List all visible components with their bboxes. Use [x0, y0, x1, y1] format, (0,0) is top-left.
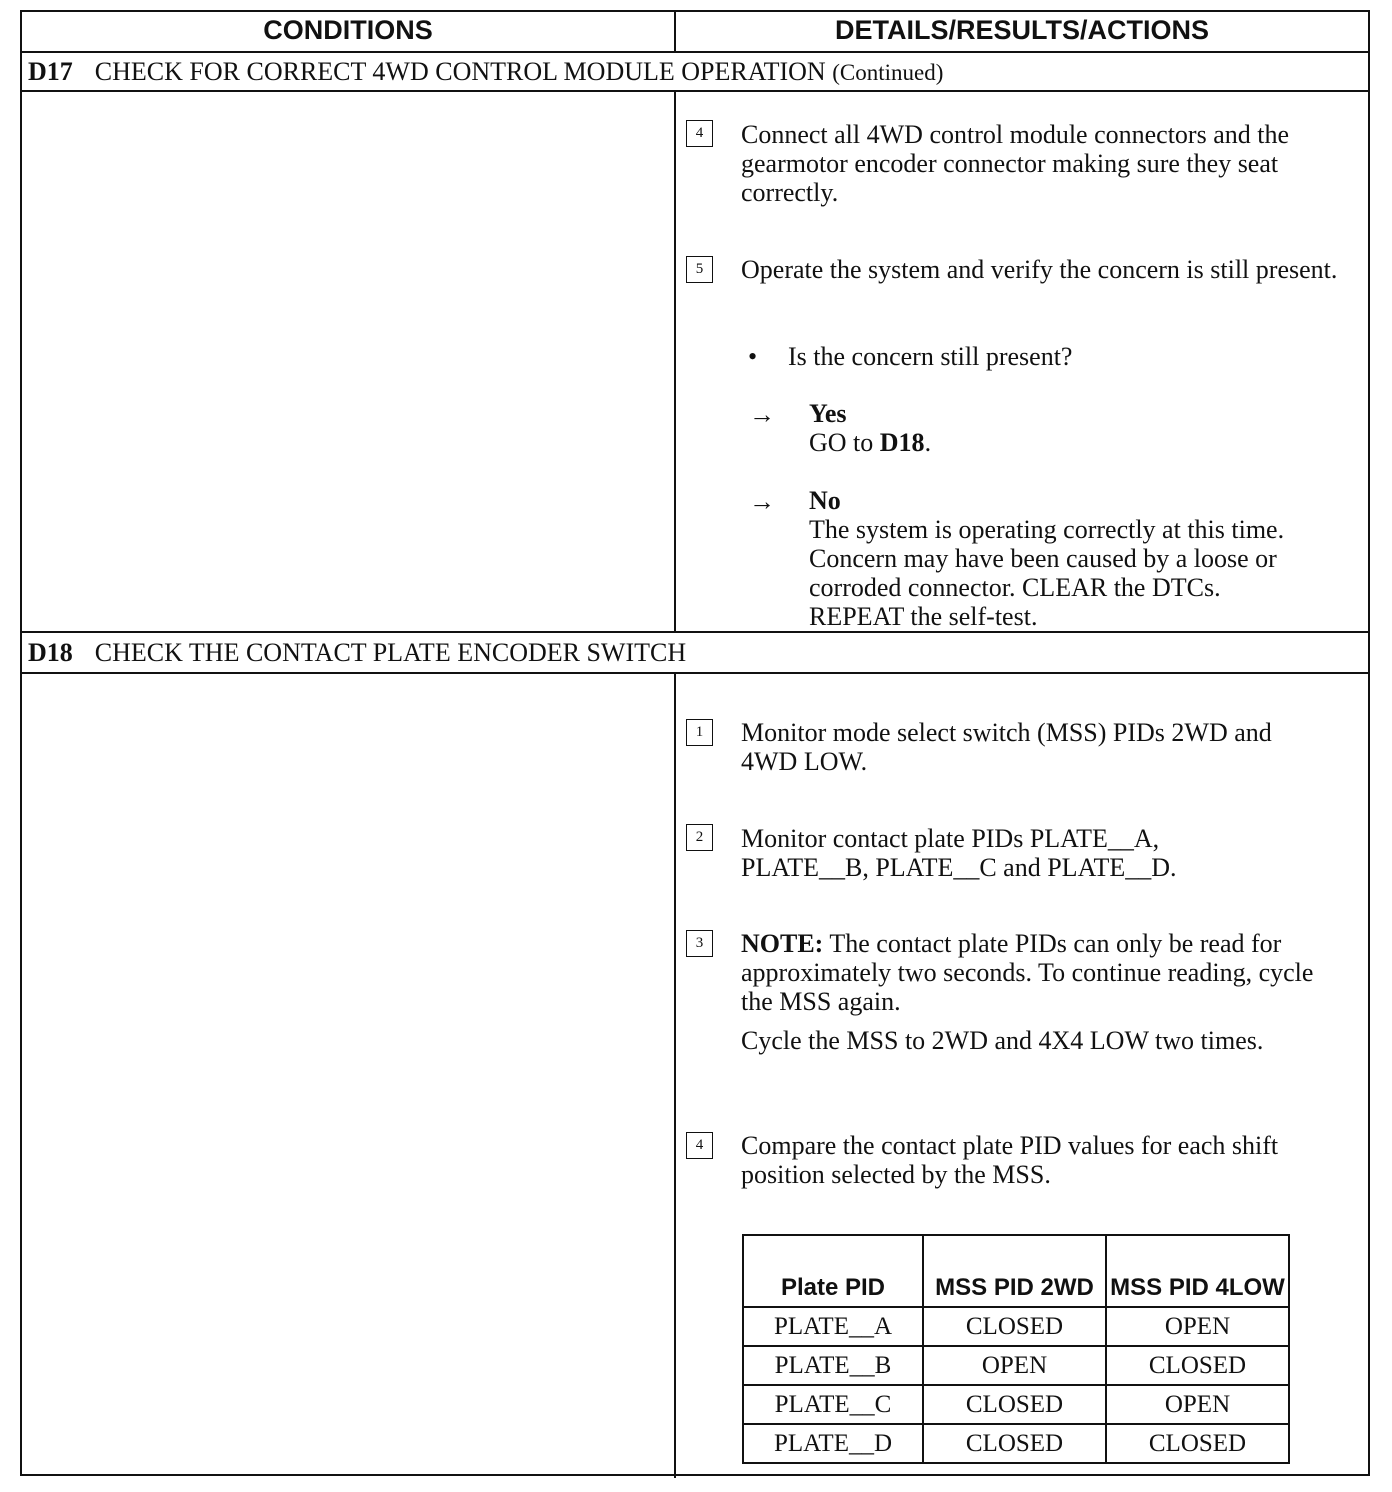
- d18-step-number: 1: [686, 719, 713, 746]
- table-row: [743, 1346, 1289, 1385]
- table-row: [743, 1424, 1289, 1463]
- details-header: DETAILS/RESULTS/ACTIONS: [834, 15, 1209, 45]
- d18-title-divider: [22, 672, 1368, 674]
- d18-section-title: [28, 638, 686, 668]
- table-header-row: [743, 1235, 1289, 1307]
- plate-pid-table: [742, 1234, 1290, 1464]
- d18-code: D18: [28, 638, 73, 667]
- d17-title: CHECK FOR CORRECT 4WD CONTROL MODULE OPERATION: [94, 57, 826, 86]
- d18-step-text: Compare the contact plate PID values for each shift position selected by the MSS.: [741, 1131, 1279, 1189]
- yes-label: Yes: [809, 399, 847, 428]
- header-divider: [22, 51, 1368, 53]
- yes-choice: [809, 399, 1354, 457]
- table-header: Plate PID: [743, 1235, 923, 1307]
- table-cell: PLATE__D: [743, 1424, 923, 1463]
- d18-top-divider: [22, 631, 1368, 633]
- d17-title-divider: [22, 90, 1368, 92]
- table-cell: CLOSED: [1106, 1424, 1289, 1463]
- d17-section-title: [28, 57, 943, 87]
- note-text: The contact plate PIDs can only be read for approximately two seconds. To continue reading, cycle the MSS again.: [741, 929, 1314, 1016]
- goto-d18-link: D18: [879, 428, 925, 457]
- question-bullet: •: [748, 342, 758, 371]
- column-divider-d17: [674, 90, 676, 633]
- table-cell: OPEN: [1106, 1307, 1289, 1346]
- question-text: Is the concern still present?: [788, 342, 1073, 371]
- d18-step-text: Cycle the MSS to 2WD and 4X4 LOW two times.: [741, 1026, 1264, 1055]
- d17-step-number: 5: [686, 256, 713, 283]
- d17-step-text: Operate the system and verify the concern is still present.: [741, 255, 1338, 284]
- d18-note: [741, 929, 1351, 1016]
- note-label: NOTE:: [741, 929, 824, 958]
- table-cell: PLATE__B: [743, 1346, 923, 1385]
- d17-code: D17: [28, 57, 73, 86]
- d18-step-number: 4: [686, 1132, 713, 1159]
- table-cell: OPEN: [923, 1346, 1106, 1385]
- table-cell: CLOSED: [923, 1424, 1106, 1463]
- d17-step-number: 4: [686, 120, 713, 147]
- table-cell: OPEN: [1106, 1385, 1289, 1424]
- table-cell: CLOSED: [923, 1385, 1106, 1424]
- table-header: MSS PID 4LOW: [1106, 1235, 1289, 1307]
- no-choice: [809, 486, 1354, 631]
- column-divider-d18: [674, 672, 676, 1478]
- d18-step-number: 3: [686, 930, 713, 957]
- table-row: [743, 1385, 1289, 1424]
- yes-action: GO to D18.: [809, 428, 932, 457]
- no-arrow-icon: →: [749, 487, 775, 516]
- table-cell: CLOSED: [923, 1307, 1106, 1346]
- table-header: MSS PID 2WD: [923, 1235, 1106, 1307]
- table-cell: PLATE__A: [743, 1307, 923, 1346]
- d17-step-text: Connect all 4WD control module connectors and the gearmotor encoder connector making sure they seat correctly.: [741, 120, 1290, 207]
- d18-step-text: Monitor contact plate PIDs PLATE__A, PLATE__B, PLATE__C and PLATE__D.: [741, 824, 1177, 882]
- conditions-header: CONDITIONS: [263, 15, 433, 45]
- d18-step-text: Monitor mode select switch (MSS) PIDs 2WD and 4WD LOW.: [741, 718, 1272, 776]
- no-label: No: [809, 486, 841, 515]
- d18-title: CHECK THE CONTACT PLATE ENCODER SWITCH: [94, 638, 687, 667]
- d18-step-number: 2: [686, 824, 713, 851]
- yes-arrow-icon: →: [749, 400, 775, 429]
- diagnostic-table: [20, 10, 1370, 1476]
- no-action: The system is operating correctly at this time. Concern may have been caused by a loose or corroded connector. CLEAR the DTCs. REPEAT the self-test.: [809, 515, 1285, 631]
- table-row: [743, 1307, 1289, 1346]
- d17-continued: (Continued): [832, 60, 944, 85]
- table-cell: PLATE__C: [743, 1385, 923, 1424]
- table-cell: CLOSED: [1106, 1346, 1289, 1385]
